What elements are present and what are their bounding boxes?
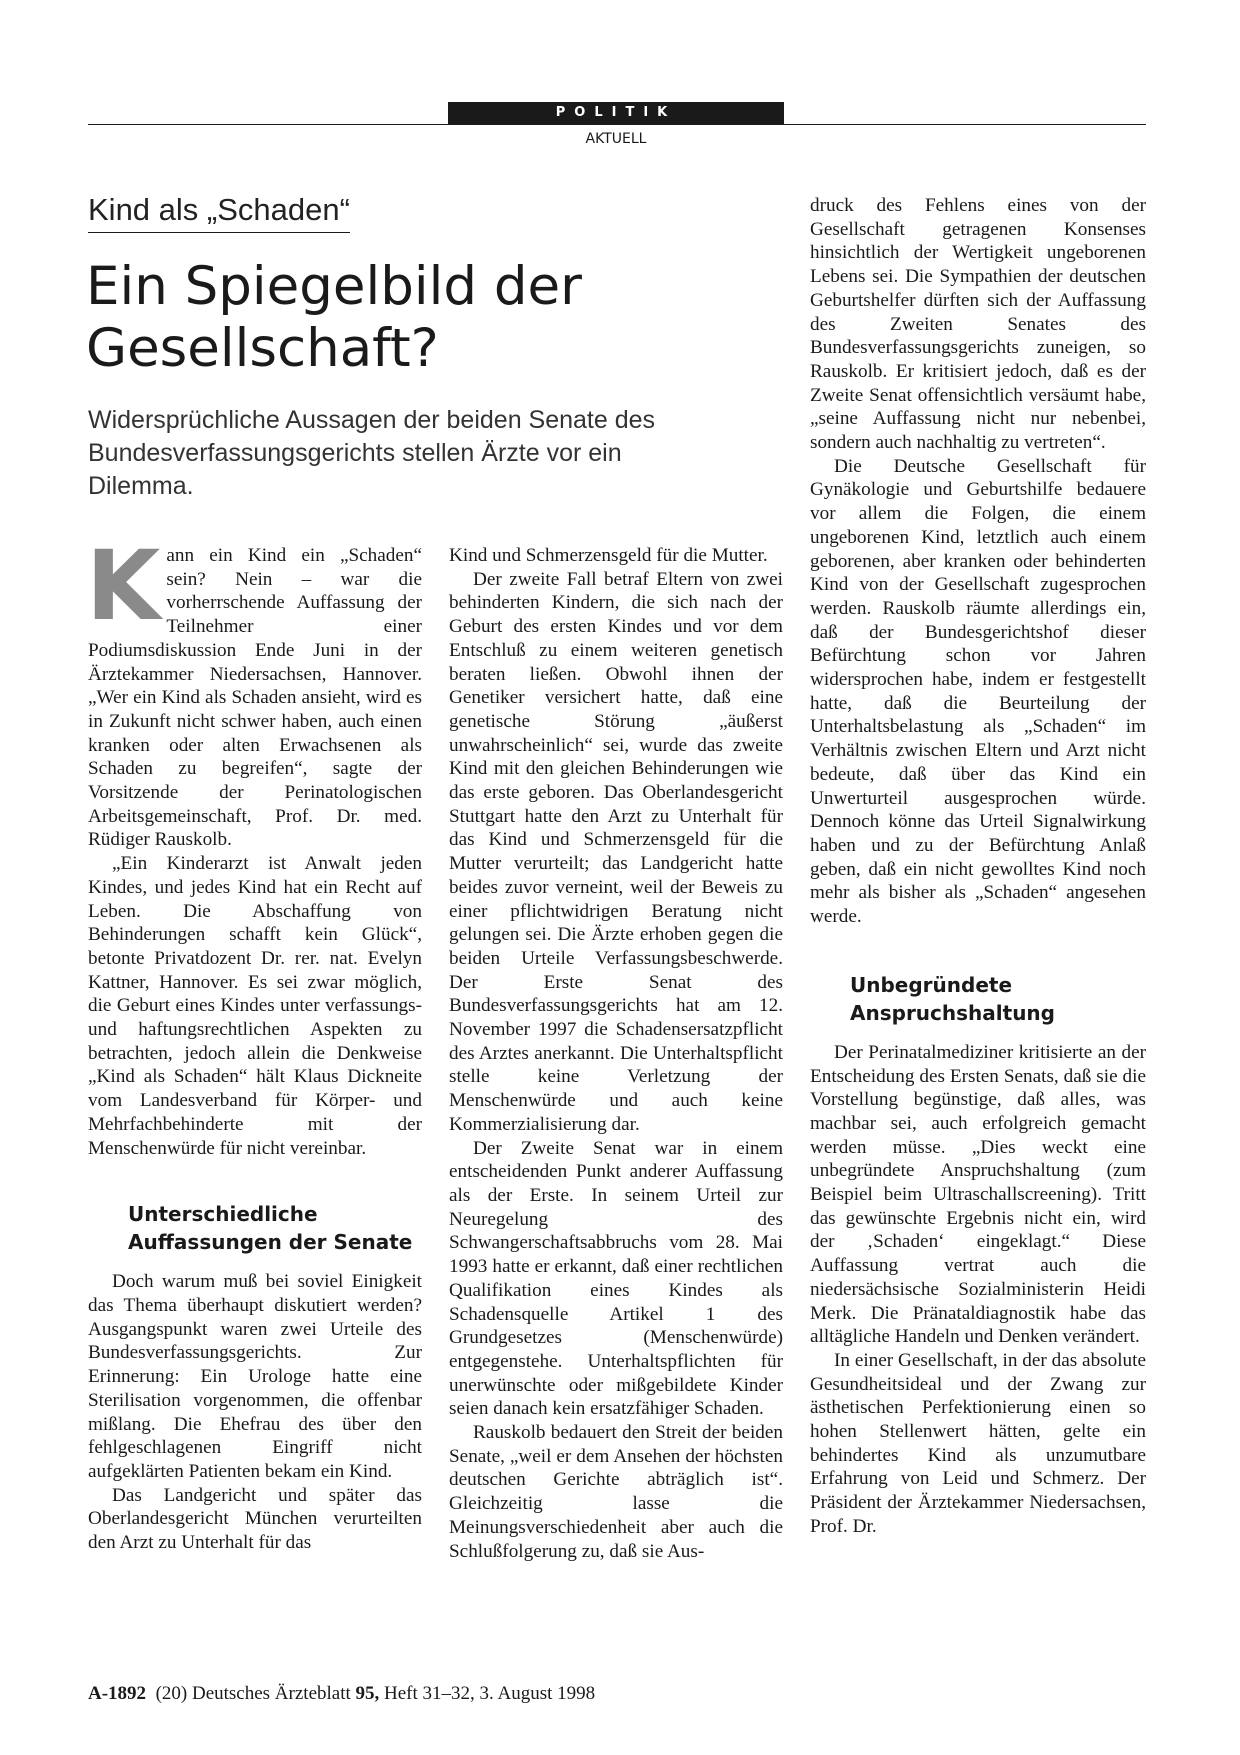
section-subhead: Unbegründete Anspruchshaltung xyxy=(850,972,1055,1025)
header-rule xyxy=(88,124,1146,125)
paragraph: Der Perinatalmediziner kritisierte an der Entscheidung des Ersten Senats, daß sie die Vorstellung begünstige, daß alles, was machbar sei, auch erfolgreich gemacht werden müsse. „Dies weckt eine unbegründete Anspruchshaltung (zum Beispiel beim Ultraschallscreening). Tritt das gewünschte Ergebnis nicht ein, wird der ‚Schaden‘ eingeklagt.“ Diese Auffassung vertrat auch die niedersächsische Sozialministerin Heidi Merk. Die Pränataldiagnostik habe das alltägliche Handeln und Denken verändert. xyxy=(810,1041,1146,1348)
paragraph: druck des Fehlens eines von der Gesellschaft getragenen Konsenses hinsichtlich der Wertigkeit ungeborenen Lebens sei. Die Sympathien der deutschen Geburtshelfer dürften sich der Auffassung des Zweiten Senates des Bundesverfassungsgerichts zuneigen, so Rauskolb. Er kritisiert jedoch, daß es der Zweite Senat offensichtlich versäumt habe, „seine Auffassung nicht nur nebenbei, sondern auch nachhaltig zu vertreten“. xyxy=(810,195,1146,454)
paragraph: In einer Gesellschaft, in der das absolute Gesundheitsideal und der Zwang zur ästhetischen Perfektionierung einen so hohen Stellenwert hätten, gelte ein behindertes Kind als unzumutbare Erfahrung von Leid und Schmerz. Der Präsident der Ärztekammer Niedersachsen, Prof. Dr. xyxy=(810,1349,1146,1537)
article-column-2 xyxy=(449,544,783,1563)
paragraph xyxy=(86,530,422,852)
article-deck: Widersprüchliche Aussagen der beiden Senate des Bundesverfassungsgerichts stellen Ärzte vor ein Dilemma. xyxy=(88,406,656,500)
paragraph: „Ein Kinderarzt ist Anwalt jeden Kindes, und jedes Kind hat ein Recht auf Leben. Die Abschaffung von Behinderungen schafft kein Glück“, betonte Privatdozent Dr. rer. nat. Evelyn Kattner, Hannover. Es sei zwar möglich, die Geburt eines Kindes unter verfassungs- und haftungsrechtlichen Aspekten zu betrachten, jedoch allein die Denkweise „Kind als Schaden“ hält Klaus Dickneite vom Landesverband für Körper- und Mehrfachbehinderte mit der Menschenwürde für nicht vereinbar. xyxy=(88,853,422,1159)
paragraph-text: ann ein Kind ein „Schaden“ sein? Nein – war die vorherrschende Auffassung der Teilnehmer einer Podiumsdiskussion Ende Juni in der Ärztekammer Niedersachsen, Hannover. „Wer ein Kind als Schaden ansieht, wird es in Zukunft nicht schwer haben, auch einen kranken oder alten Erwachsenen als Schaden zu begreifen“, sagte der Vorsitzende der Perinatologischen Arbeitsgemeinschaft, Prof. Dr. med. Rüdiger Rauskolb. xyxy=(88,545,422,851)
paragraph: Der Zweite Senat war in einem entscheidenden Punkt anderer Auffassung als der Erste. In seinem Urteil zur Neuregelung des Schwangerschaftsabbruchs vom 28. Mai 1993 hatte er erkannt, daß einer rechtlichen Qualifikation eines Kindes als Schadensquelle Artikel 1 des Grundgesetzes (Menschenwürde) entgegenstehe. Unterhaltspflichten für unerwünschte oder mißgebildete Kinder seien danach kein ersatzfähiger Schaden. xyxy=(449,1137,783,1420)
subsection-label: AKTUELL xyxy=(585,131,647,147)
article-column-1 xyxy=(86,530,422,1555)
footer-issue: Heft 31–32, 3. August 1998 xyxy=(384,1683,596,1704)
paragraph: Doch warum muß bei soviel Einigkeit das Thema überhaupt diskutiert werden? Ausgangspunkt waren zwei Urteile des Bundesverfassungsgerichts. Zur Erinnerung: Ein Urologe hatte eine Sterilisation vorgenommen, die offenbar mißlang. Die Ehefrau des über den fehlgeschlagenen Eingriff nicht aufgeklärten Patienten bekam ein Kind. xyxy=(88,1271,422,1482)
footer-source: (20) Deutsches Ärzteblatt xyxy=(155,1683,351,1704)
page-code: A-1892 xyxy=(88,1683,147,1704)
paragraph: Kind und Schmerzensgeld für die Mutter. xyxy=(449,545,768,566)
paragraph: Rauskolb bedauert den Streit der beiden Senate, „weil er dem Ansehen der höchsten deutschen Gerichte abträglich ist“. Gleichzeitig lasse die Meinungsverschiedenheit aber auch die Schlußfolgerung zu, daß sie Aus- xyxy=(449,1422,783,1562)
article-column-3 xyxy=(810,194,1146,1539)
section-subhead: Unterschiedliche Auffassungen der Senate xyxy=(128,1202,413,1255)
paragraph: Das Landgericht und später das Oberlandesgericht München verurteilten den Arzt zu Unterhalt für das xyxy=(88,1484,422,1554)
article-kicker: Kind als „Schaden“ xyxy=(88,192,350,233)
paragraph: Die Deutsche Gesellschaft für Gynäkologie und Geburtshilfe bedauere vor allem die Folgen, die einem ungeborenen Kind, letztlich auch einem geborenen, aber kranken oder behinderten Kind von der Gesellschaft zugesprochen werden. Rauskolb räumte allerdings ein, daß der Bundesgerichtshof dieser Befürchtung schon vor Jahren widersprochen habe, indem er festgestellt hatte, daß die Beurteilung der Unterhaltsbelastung als „Schaden“ im Verhältnis zwischen Eltern und Arzt nicht bedeute, daß über das Kind ein Unwerturteil ausgesprochen würde. Dennoch könne das Urteil Signalwirkung haben und zu der Befürchtung Anlaß geben, daß ein nicht gewolltes Kind noch mehr als bisher als „Schaden“ angesehen werde. xyxy=(810,455,1146,928)
footer-volume: 95, xyxy=(355,1683,380,1704)
article-title: Ein Spiegelbild der Gesellschaft? xyxy=(86,256,582,379)
section-label: POLITIK xyxy=(448,102,784,124)
page-footer xyxy=(88,1683,595,1705)
drop-cap: K xyxy=(86,530,161,642)
paragraph: Der zweite Fall betraf Eltern von zwei behinderten Kindern, die sich nach der Geburt des ersten Kindes und vor dem Entschluß zu einem weiteren genetisch beraten ließen. Obwohl ihnen der Genetiker versichert hatte, daß eine genetische Störung „äußerst unwahrscheinlich“ sei, wurde das zweite Kind mit den gleichen Behinderungen wie das erste geboren. Das Oberlandesgericht Stuttgart hatte den Arzt zu Unterhalt für das Kind und Schmerzensgeld für die Mutter verurteilt; das Landgericht hatte beides zuvor verneint, weil der Beweis zu einer pflichtwidrigen Beratung nicht gelungen sei. Die Ärzte erhoben gegen die beiden Urteile Verfassungsbeschwerde. Der Erste Senat des Bundesverfassungsgerichts hat am 12. November 1997 die Schadensersatzpflicht des Arztes anerkannt. Die Unterhaltspflicht stelle keine Verletzung der Menschenwürde und auch keine Kommerzialisierung dar. xyxy=(449,568,783,1135)
